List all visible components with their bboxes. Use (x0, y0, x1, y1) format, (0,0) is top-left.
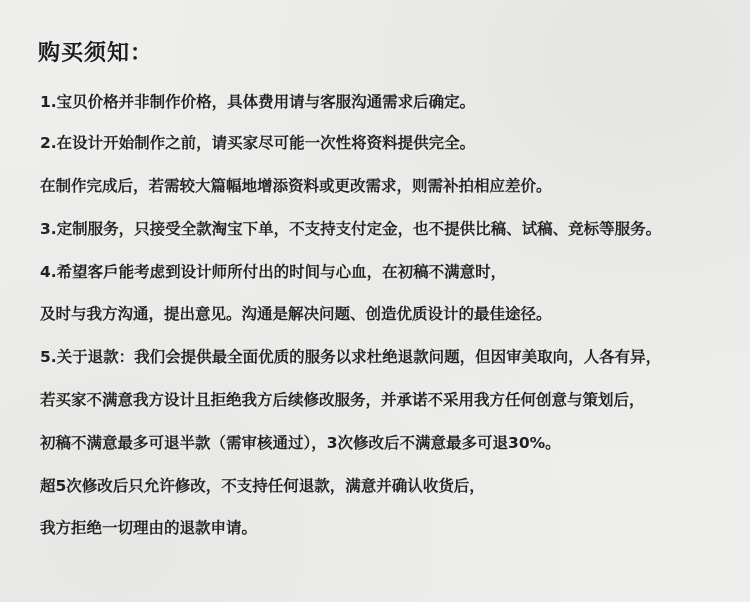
notice-line-3: 在制作完成后，若需较大篇幅地增添资料或更改需求，则需补拍相应差价。 (40, 177, 552, 195)
notice-line-2: 2.在设计开始制作之前，请买家尽可能一次性将资料提供完全。 (40, 134, 476, 152)
notice-line-11: 我方拒绝一切理由的退款申请。 (40, 519, 258, 537)
notice-line-5: 4.希望客戶能考虑到设计师所付出的时间与心血，在初稿不满意时， (40, 263, 507, 281)
notice-line-7: 5.关于退款：我们会提供最全面优质的服务以求杜绝退款问题，但因审美取向，人各有异， (40, 348, 662, 366)
notice-line-6: 及时与我方沟通，提出意见。沟通是解决问题、创造优质设计的最佳途径。 (40, 305, 552, 323)
notice-line-9: 初稿不满意最多可退半款（需审核通过），3次修改后不满意最多可退30%。 (40, 434, 561, 452)
notice-line-4: 3.定制服务，只接受全款淘宝下单，不支持支付定金，也不提供比稿、试稿、竞标等服务。 (40, 220, 662, 238)
notice-title: 购买须知： (38, 41, 154, 66)
notice-line-1: 1.宝贝价格并非制作价格，具体费用请与客服沟通需求后确定。 (40, 93, 476, 111)
notice-line-10: 超5次修改后只允许修改，不支持任何退款，满意并确认收货后， (40, 477, 485, 495)
notice-line-8: 若买家不满意我方设计且拒绝我方后续修改服务，并承诺不采用我方任何创意与策划后， (40, 391, 645, 409)
